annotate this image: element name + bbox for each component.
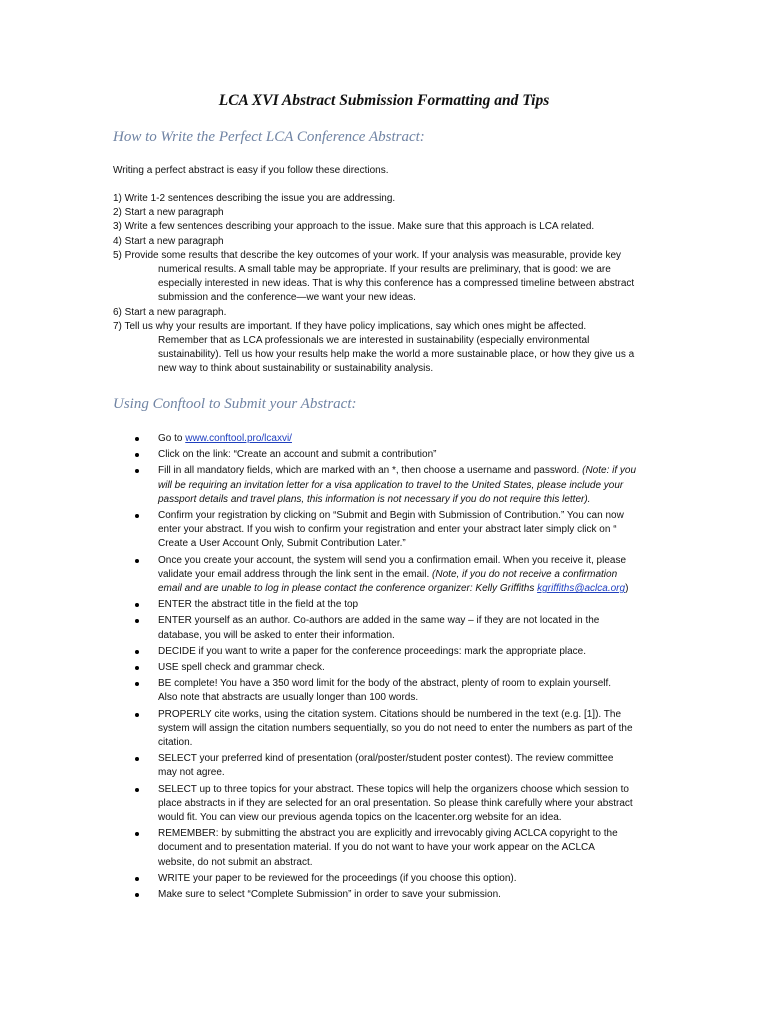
bullet-icon [135,788,139,792]
bullet-item: USE spell check and grammar check. [135,661,636,675]
step-3: 3) Write a few sentences describing your approach to the issue. Make sure that this approach is LCA related. [113,221,595,233]
bullet-icon [135,453,139,457]
bullet-item: DECIDE if you want to write a paper for the conference proceedings: mark the appropriate place. [135,645,636,659]
bullet-item: SELECT your preferred kind of presentation (oral/poster/student poster contest). The review committee may not agree. [135,752,636,780]
bullet-icon [135,469,139,473]
bullet-icon [135,666,139,670]
bullet-icon [135,437,139,441]
bullet-icon [135,559,139,563]
bullet-icon [135,893,139,897]
steps-list [113,192,634,377]
step-7: 7) Tell us why your results are important. If they have policy implications, say which ones might be affected. Remember that as LCA professionals we are interested in sustainability (especially environmental sustainability). Tell us how your results help make the world a more sustainable place, or how they give us a new way to think about sustainability or sustainability analysis. [113,320,635,375]
organizer-email-link[interactable]: kgriffiths@aclca.org [537,583,626,595]
bullet-item: ENTER yourself as an author. Co-authors are added in the same way – if they are not located in the database, you will be asked to enter their information. [135,614,636,642]
document-title: LCA XVI Abstract Submission Formatting and Tips [218,92,550,109]
step-1: 1) Write 1-2 sentences describing the issue you are addressing. [113,193,396,204]
bullet-icon [135,619,139,623]
bullet-icon [135,514,139,518]
section-heading-abstract: How to Write the Perfect LCA Conference Abstract: [113,129,425,145]
bullet-item: Make sure to select “Complete Submission” in order to save your submission. [135,888,636,902]
bullet-item: ENTER the abstract title in the field at the top [135,598,636,612]
bullet-icon [135,713,139,717]
bullet-icon [135,877,139,881]
bullet-icon [135,682,139,686]
bullet-item: PROPERLY cite works, using the citation system. Citations should be numbered in the text (e.g. [1]). The system will assign the citation numbers sequentially, so you do not need to enter the numbers as part of the citation. [135,708,636,751]
section-heading-conftool: Using Conftool to Submit your Abstract: [113,396,357,412]
conftool-link[interactable]: www.conftool.pro/lcaxvi/ [185,433,292,444]
bullet-item: Confirm your registration by clicking on “Submit and Begin with Submission of Contribution.” You can now enter your abstract. If you wish to confirm your registration and enter your abstract later simply click on “ Create a User Account Only, Submit Contribution Later.” [135,509,636,552]
bullet-item: SELECT up to three topics for your abstract. These topics will help the organizers choose which session to place abstracts in if they are selected for an oral presentation. So please think carefully where your abstract would fit. You can view our previous agenda topics on the lcacenter.org website for an idea. [135,783,636,826]
bullet-item: REMEMBER: by submitting the abstract you are explicitly and irrevocably giving ACLCA copyright to the document and to presentation material. If you do not want to have your work appear on the ACLCA website, do not submit an abstract. [135,827,636,870]
bullet-item: Go to www.conftool.pro/lcaxvi/ [135,432,636,446]
conftool-bullet-list [135,432,636,904]
bullet-icon [135,650,139,654]
bullet-item: BE complete! You have a 350 word limit for the body of the abstract, plenty of room to explain yourself. Also note that abstracts are usually longer than 100 words. [135,677,636,705]
bullet-item: Once you create your account, the system will send you a confirmation email. When you receive it, please validate your email address through the link sent in the email. (Note, if you do not receive a confirmation email and are unable to log in please contact the conference organizer: Kelly Griffiths kgriffiths@aclca.org) [135,554,636,597]
bullet-icon [135,603,139,607]
step-6: 6) Start a new paragraph. [113,306,227,318]
bullet-item: WRITE your paper to be reviewed for the proceedings (if you choose this option). [135,872,636,886]
step-5: 5) Provide some results that describe the key outcomes of your work. If your analysis was measurable, provide key numerical results. A small table may be appropriate. If your results are preliminary, that is good: we are especially interested in new ideas. That is why this conference has a compressed timeline between abstract submission and the conference—we want your new ideas. [113,249,635,304]
bullet-item: Click on the link: “Create an account and submit a contribution” [135,448,636,462]
bullet-icon [135,757,139,761]
bullet-item: Fill in all mandatory fields, which are marked with an *, then choose a username and password. (Note: if you will be requiring an invitation letter for a visa application to travel to the United States, please include your passport details and travel plans, this information is not necessary if you do not require this letter). [135,464,636,507]
step-4: 4) Start a new paragraph [113,235,224,247]
bullet-icon [135,832,139,836]
intro-paragraph: Writing a perfect abstract is easy if you follow these directions. [113,165,389,176]
step-2: 2) Start a new paragraph [113,207,224,219]
